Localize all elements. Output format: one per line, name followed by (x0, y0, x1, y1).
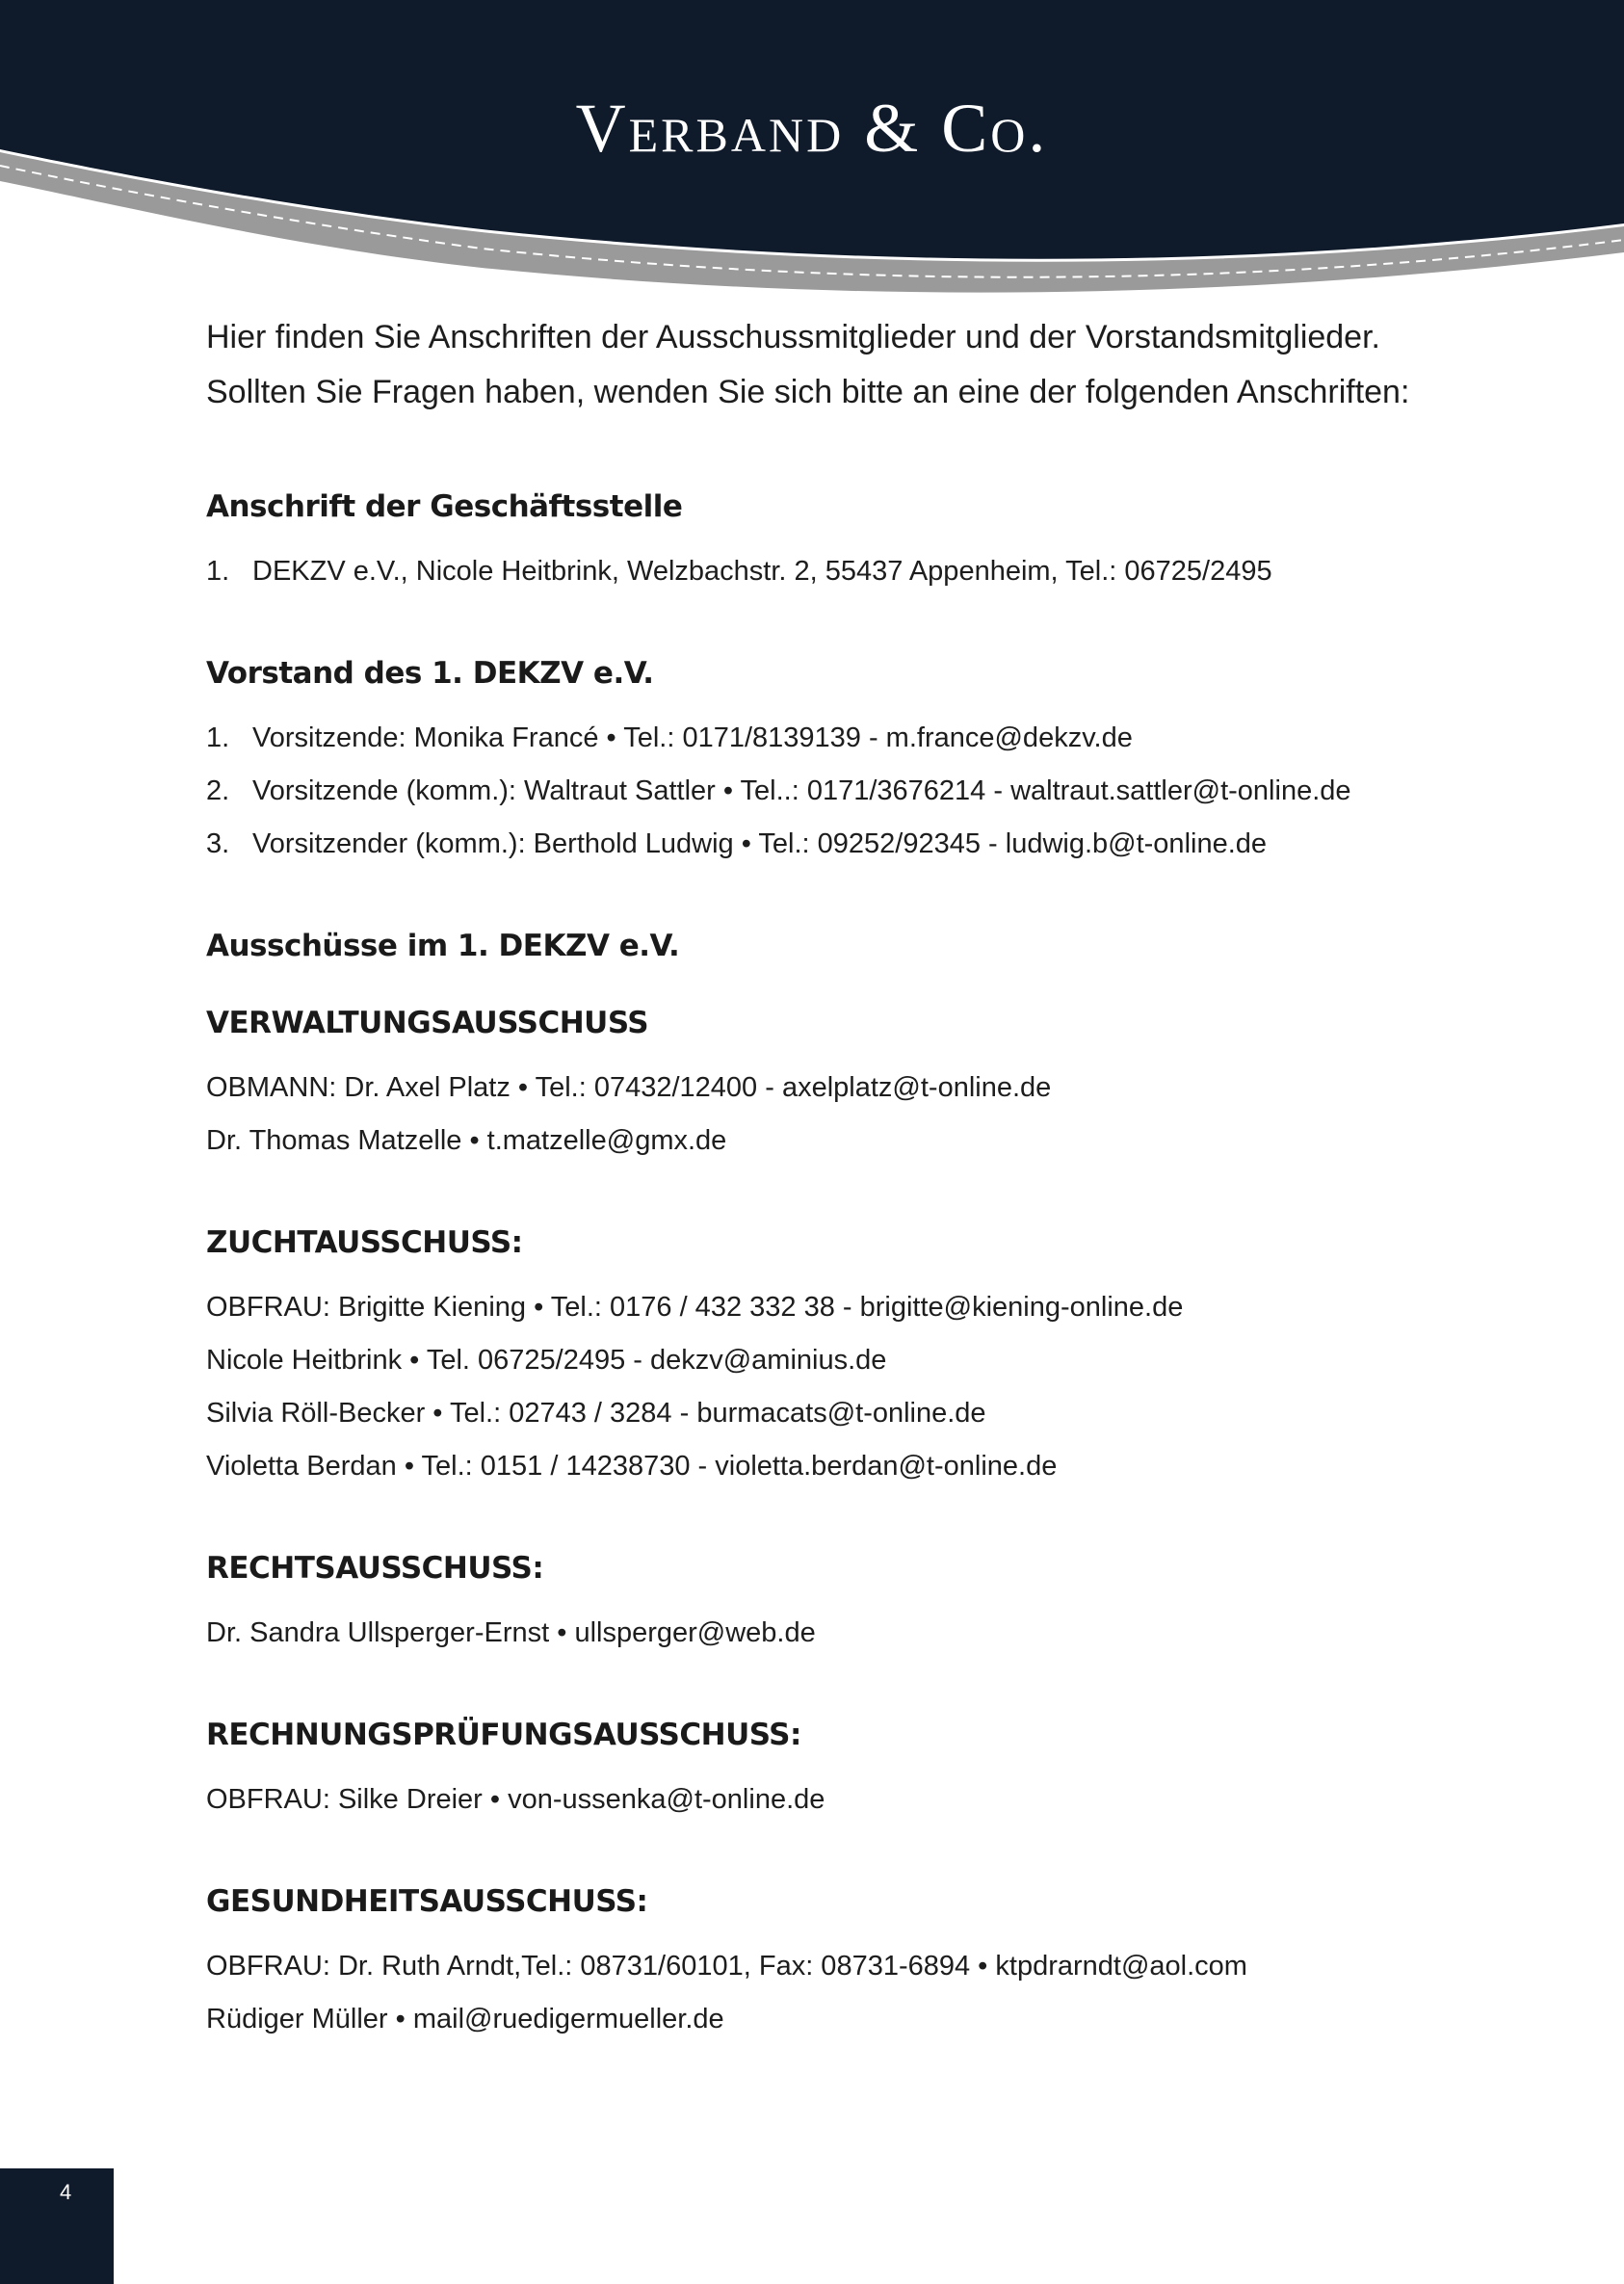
list-item (206, 545, 1574, 598)
section-recht (206, 1551, 1574, 1660)
section-title-geschaeftsstelle: Anschrift der Geschäftsstelle (206, 489, 683, 524)
intro-line-2: Sollten Sie Fragen haben, wenden Sie sich bitte an eine der folgenden Anschriften: (206, 374, 1410, 410)
intro-line-1: Hier finden Sie Anschriften der Ausschussmitglieder und der Vorstandsmitglieder. (206, 319, 1380, 355)
section-title-ausschuesse: Ausschüsse im 1. DEKZV e.V. (206, 929, 680, 963)
list-number: 1. (206, 556, 230, 587)
contact-line: Rüdiger Müller • mail@ruedigermueller.de (206, 2004, 724, 2035)
section-title-verwaltung: VERWALTUNGSAUSSCHUSS (206, 1006, 649, 1040)
section-zucht (206, 1225, 1574, 1493)
section-gesundheit (206, 1884, 1574, 2046)
section-ausschuesse (206, 929, 1574, 963)
page-title: Verband & Co. (575, 90, 1049, 167)
list-item (206, 765, 1574, 818)
contact-line: Nicole Heitbrink • Tel. 06725/2495 - dekzv@aminius.de (206, 1345, 887, 1376)
contact-line: Dr. Thomas Matzelle • t.matzelle@gmx.de (206, 1125, 727, 1156)
contact-line: OBFRAU: Silke Dreier • von-ussenka@t-online.de (206, 1784, 825, 1815)
list-number: 3. (206, 828, 230, 859)
page-header (0, 0, 1624, 328)
contact-line: Violetta Berdan • Tel.: 0151 / 14238730 - violetta.berdan@t-online.de (206, 1451, 1058, 1482)
section-title-recht: RECHTSAUSSCHUSS: (206, 1551, 544, 1586)
list-number: 1. (206, 722, 230, 753)
list-item (206, 818, 1574, 871)
intro-text (206, 310, 1574, 420)
list-text: Vorsitzender (komm.): Berthold Ludwig • Tel.: 09252/92345 - ludwig.b@t-online.de (252, 828, 1268, 859)
page-number-box (0, 2168, 114, 2284)
main-content (206, 310, 1574, 2104)
contact-line: OBFRAU: Brigitte Kiening • Tel.: 0176 / 432 332 38 - brigitte@kiening-online.de (206, 1292, 1184, 1323)
section-vorstand (206, 656, 1574, 871)
list-text: Vorsitzende: Monika Francé • Tel.: 0171/8139139 - m.france@dekzv.de (252, 722, 1133, 753)
contact-line: OBFRAU: Dr. Ruth Arndt,Tel.: 08731/60101, Fax: 08731-6894 • ktpdrarndt@aol.com (206, 1951, 1247, 1982)
contact-line: Dr. Sandra Ullsperger-Ernst • ullsperger@web.de (206, 1617, 816, 1648)
section-title-gesundheit: GESUNDHEITSAUSSCHUSS: (206, 1884, 648, 1919)
section-verwaltung (206, 1006, 1574, 1168)
section-title-vorstand: Vorstand des 1. DEKZV e.V. (206, 656, 654, 691)
list-text: DEKZV e.V., Nicole Heitbrink, Welzbachstr. 2, 55437 Appenheim, Tel.: 06725/2495 (252, 556, 1272, 587)
section-rechnung (206, 1718, 1574, 1826)
list-item (206, 712, 1574, 765)
contact-line: OBMANN: Dr. Axel Platz • Tel.: 07432/12400 - axelplatz@t-online.de (206, 1072, 1052, 1103)
section-title-rechnung: RECHNUNGSPRÜFUNGSAUSSCHUSS: (206, 1718, 801, 1752)
list-number: 2. (206, 775, 230, 806)
contact-line: Silvia Röll-Becker • Tel.: 02743 / 3284 - burmacats@t-online.de (206, 1398, 986, 1429)
page-number: 4 (60, 2180, 72, 2204)
section-title-zucht: ZUCHTAUSSCHUSS: (206, 1225, 523, 1260)
list-text: Vorsitzende (komm.): Waltraut Sattler • Tel..: 0171/3676214 - waltraut.sattler@t-online.de (252, 775, 1351, 806)
section-geschaeftsstelle (206, 489, 1574, 598)
